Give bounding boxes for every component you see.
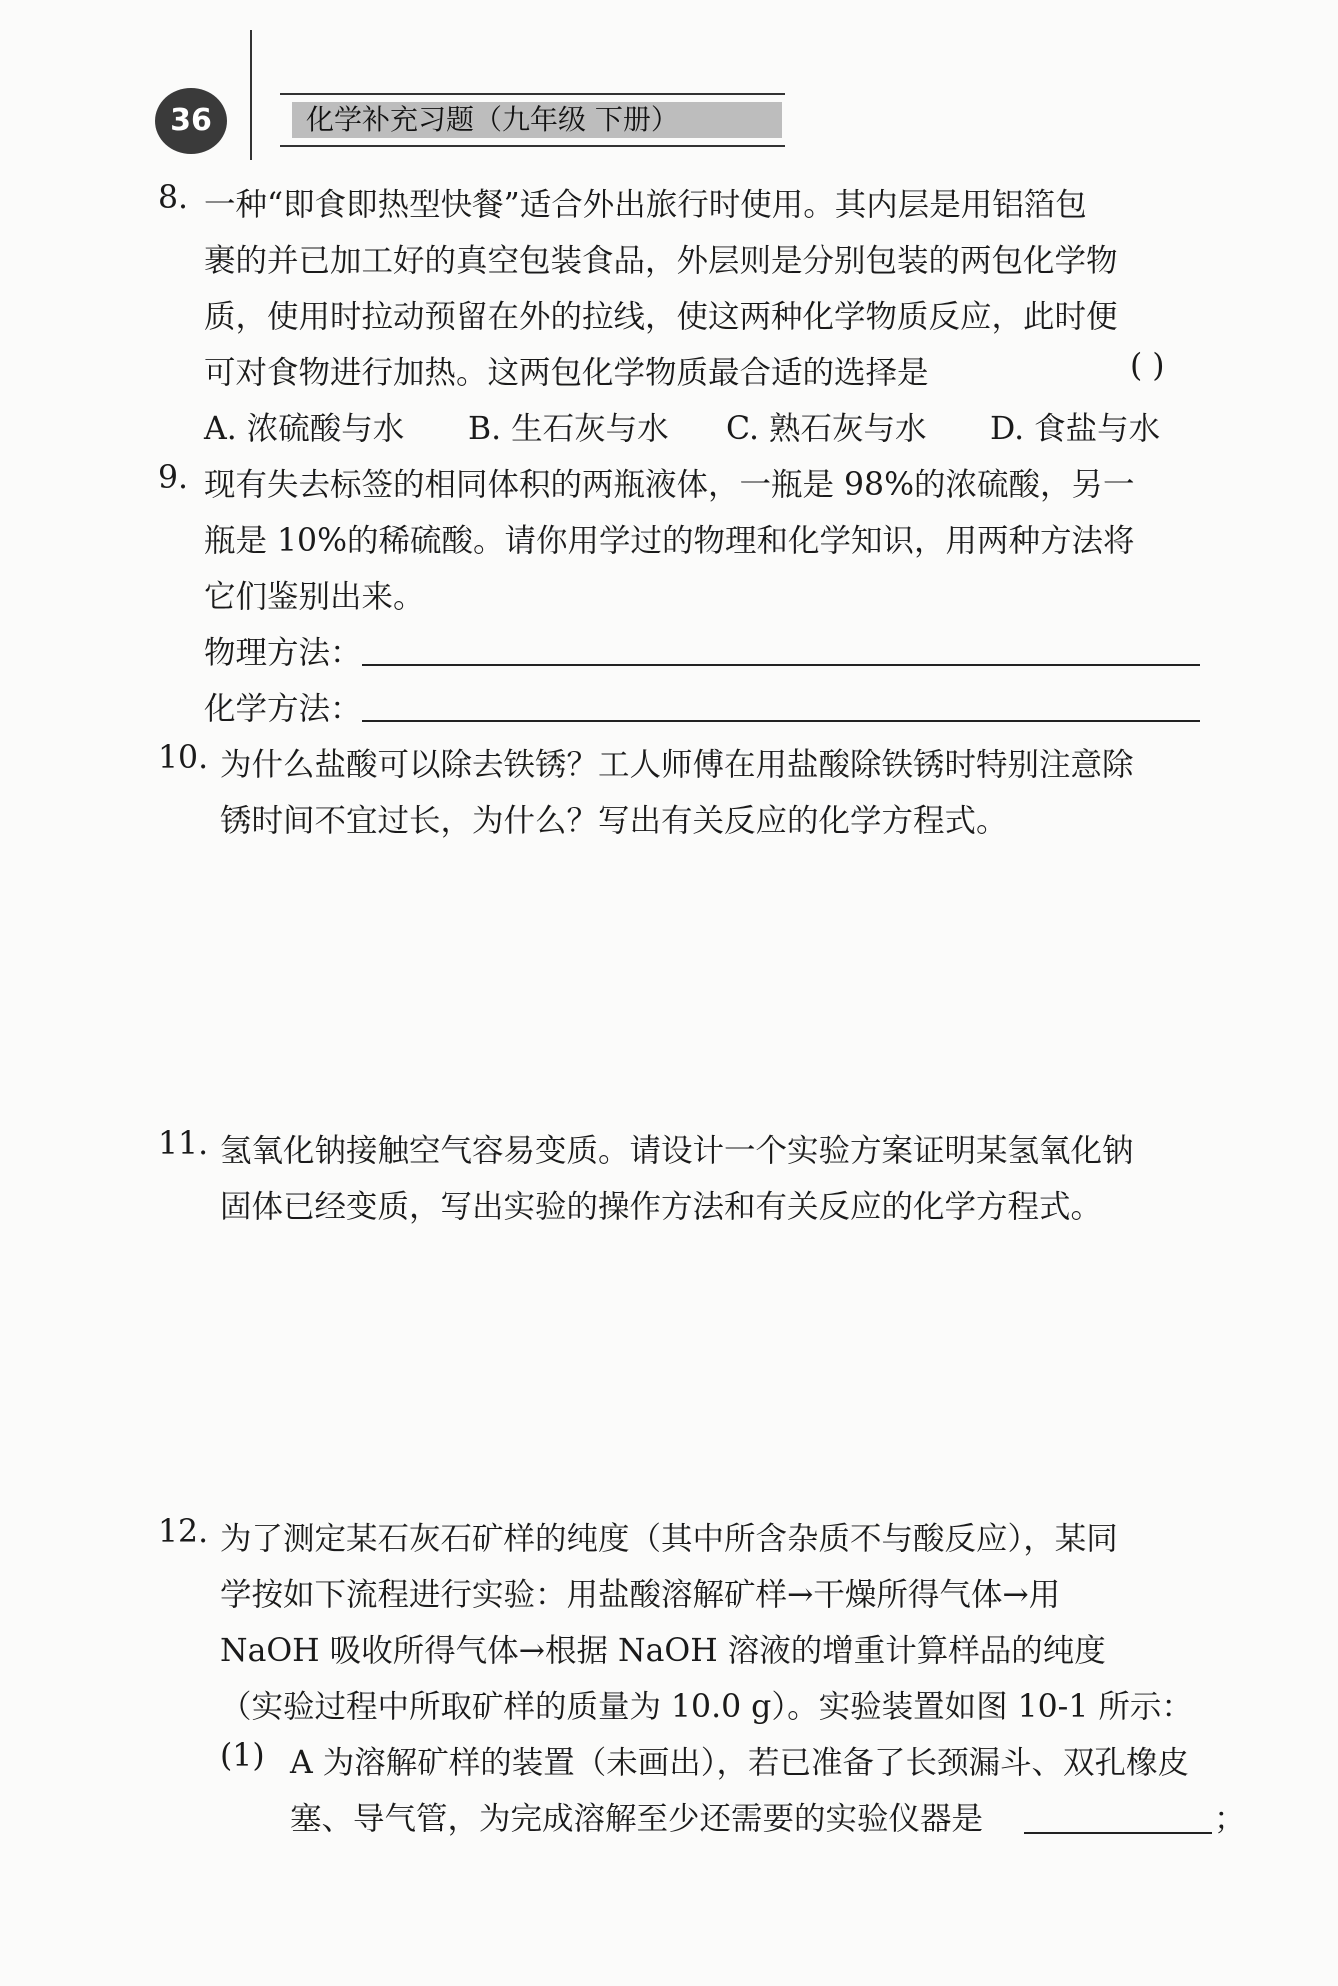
option-b: B. 生石灰与水 <box>468 411 669 447</box>
header-bottom-rule <box>280 145 785 147</box>
question-text-line: 它们鉴别出来。 <box>204 579 425 615</box>
physical-method-answer-line[interactable] <box>362 664 1200 666</box>
subquestion-number: (1) <box>220 1738 265 1774</box>
option-d: D. 食盐与水 <box>990 411 1161 447</box>
question-number: 12. <box>158 1514 209 1550</box>
question-text-line: NaOH 吸收所得气体→根据 NaOH 溶液的增重计算样品的纯度 <box>220 1633 1106 1669</box>
question-number: 11. <box>158 1126 209 1162</box>
option-c: C. 熟石灰与水 <box>726 411 927 447</box>
book-title: 化学补充习题（九年级 下册） <box>292 102 782 138</box>
question-text-line: 现有失去标签的相同体积的两瓶液体，一瓶是 98%的浓硫酸，另一 <box>204 467 1135 503</box>
option-a: A. 浓硫酸与水 <box>204 411 405 447</box>
header-top-rule <box>280 93 785 95</box>
question-text-line: 瓶是 10%的稀硫酸。请你用学过的物理和化学知识，用两种方法将 <box>204 523 1135 559</box>
question-text-line: 氢氧化钠接触空气容易变质。请设计一个实验方案证明某氢氧化钠 <box>220 1133 1134 1169</box>
header-divider <box>250 30 252 160</box>
answer-parentheses[interactable]: ( ) <box>1130 348 1165 384</box>
sentence-end-punct: ； <box>1214 1801 1246 1837</box>
question-text-line: （实验过程中所取矿样的质量为 10.0 g）。实验装置如图 10-1 所示： <box>220 1689 1193 1725</box>
question-text-line: 裹的并已加工好的真空包装食品，外层则是分别包装的两包化学物 <box>204 243 1118 279</box>
page-number: 36 <box>155 88 227 154</box>
question-number: 9. <box>158 460 189 496</box>
header-title-box <box>280 93 785 147</box>
subquestion-text-line: A 为溶解矿样的装置（未画出），若已准备了长颈漏斗、双孔橡皮 <box>290 1745 1190 1781</box>
question-text-line: 为什么盐酸可以除去铁锈？工人师傅在用盐酸除铁锈时特别注意除 <box>220 747 1134 783</box>
question-text-line: 一种“即食即热型快餐”适合外出旅行时使用。其内层是用铝箔包 <box>204 187 1087 223</box>
question-number: 10. <box>158 740 209 776</box>
subquestion-text-line: 塞、导气管，为完成溶解至少还需要的实验仪器是 <box>290 1801 984 1837</box>
instrument-answer-line[interactable] <box>1024 1832 1212 1834</box>
question-text-line: 学按如下流程进行实验：用盐酸溶解矿样→干燥所得气体→用 <box>220 1577 1061 1613</box>
chemical-method-label: 化学方法： <box>204 691 362 727</box>
question-text-line: 质，使用时拉动预留在外的拉线，使这两种化学物质反应，此时便 <box>204 299 1118 335</box>
question-text-line: 锈时间不宜过长，为什么？写出有关反应的化学方程式。 <box>220 803 1008 839</box>
physical-method-label: 物理方法： <box>204 635 362 671</box>
chemical-method-answer-line[interactable] <box>362 720 1200 722</box>
question-text-line: 固体已经变质，写出实验的操作方法和有关反应的化学方程式。 <box>220 1189 1103 1225</box>
question-text-line: 可对食物进行加热。这两包化学物质最合适的选择是 <box>204 355 929 391</box>
question-text-line: 为了测定某石灰石矿样的纯度（其中所含杂质不与酸反应），某同 <box>220 1521 1118 1557</box>
question-number: 8. <box>158 180 189 216</box>
